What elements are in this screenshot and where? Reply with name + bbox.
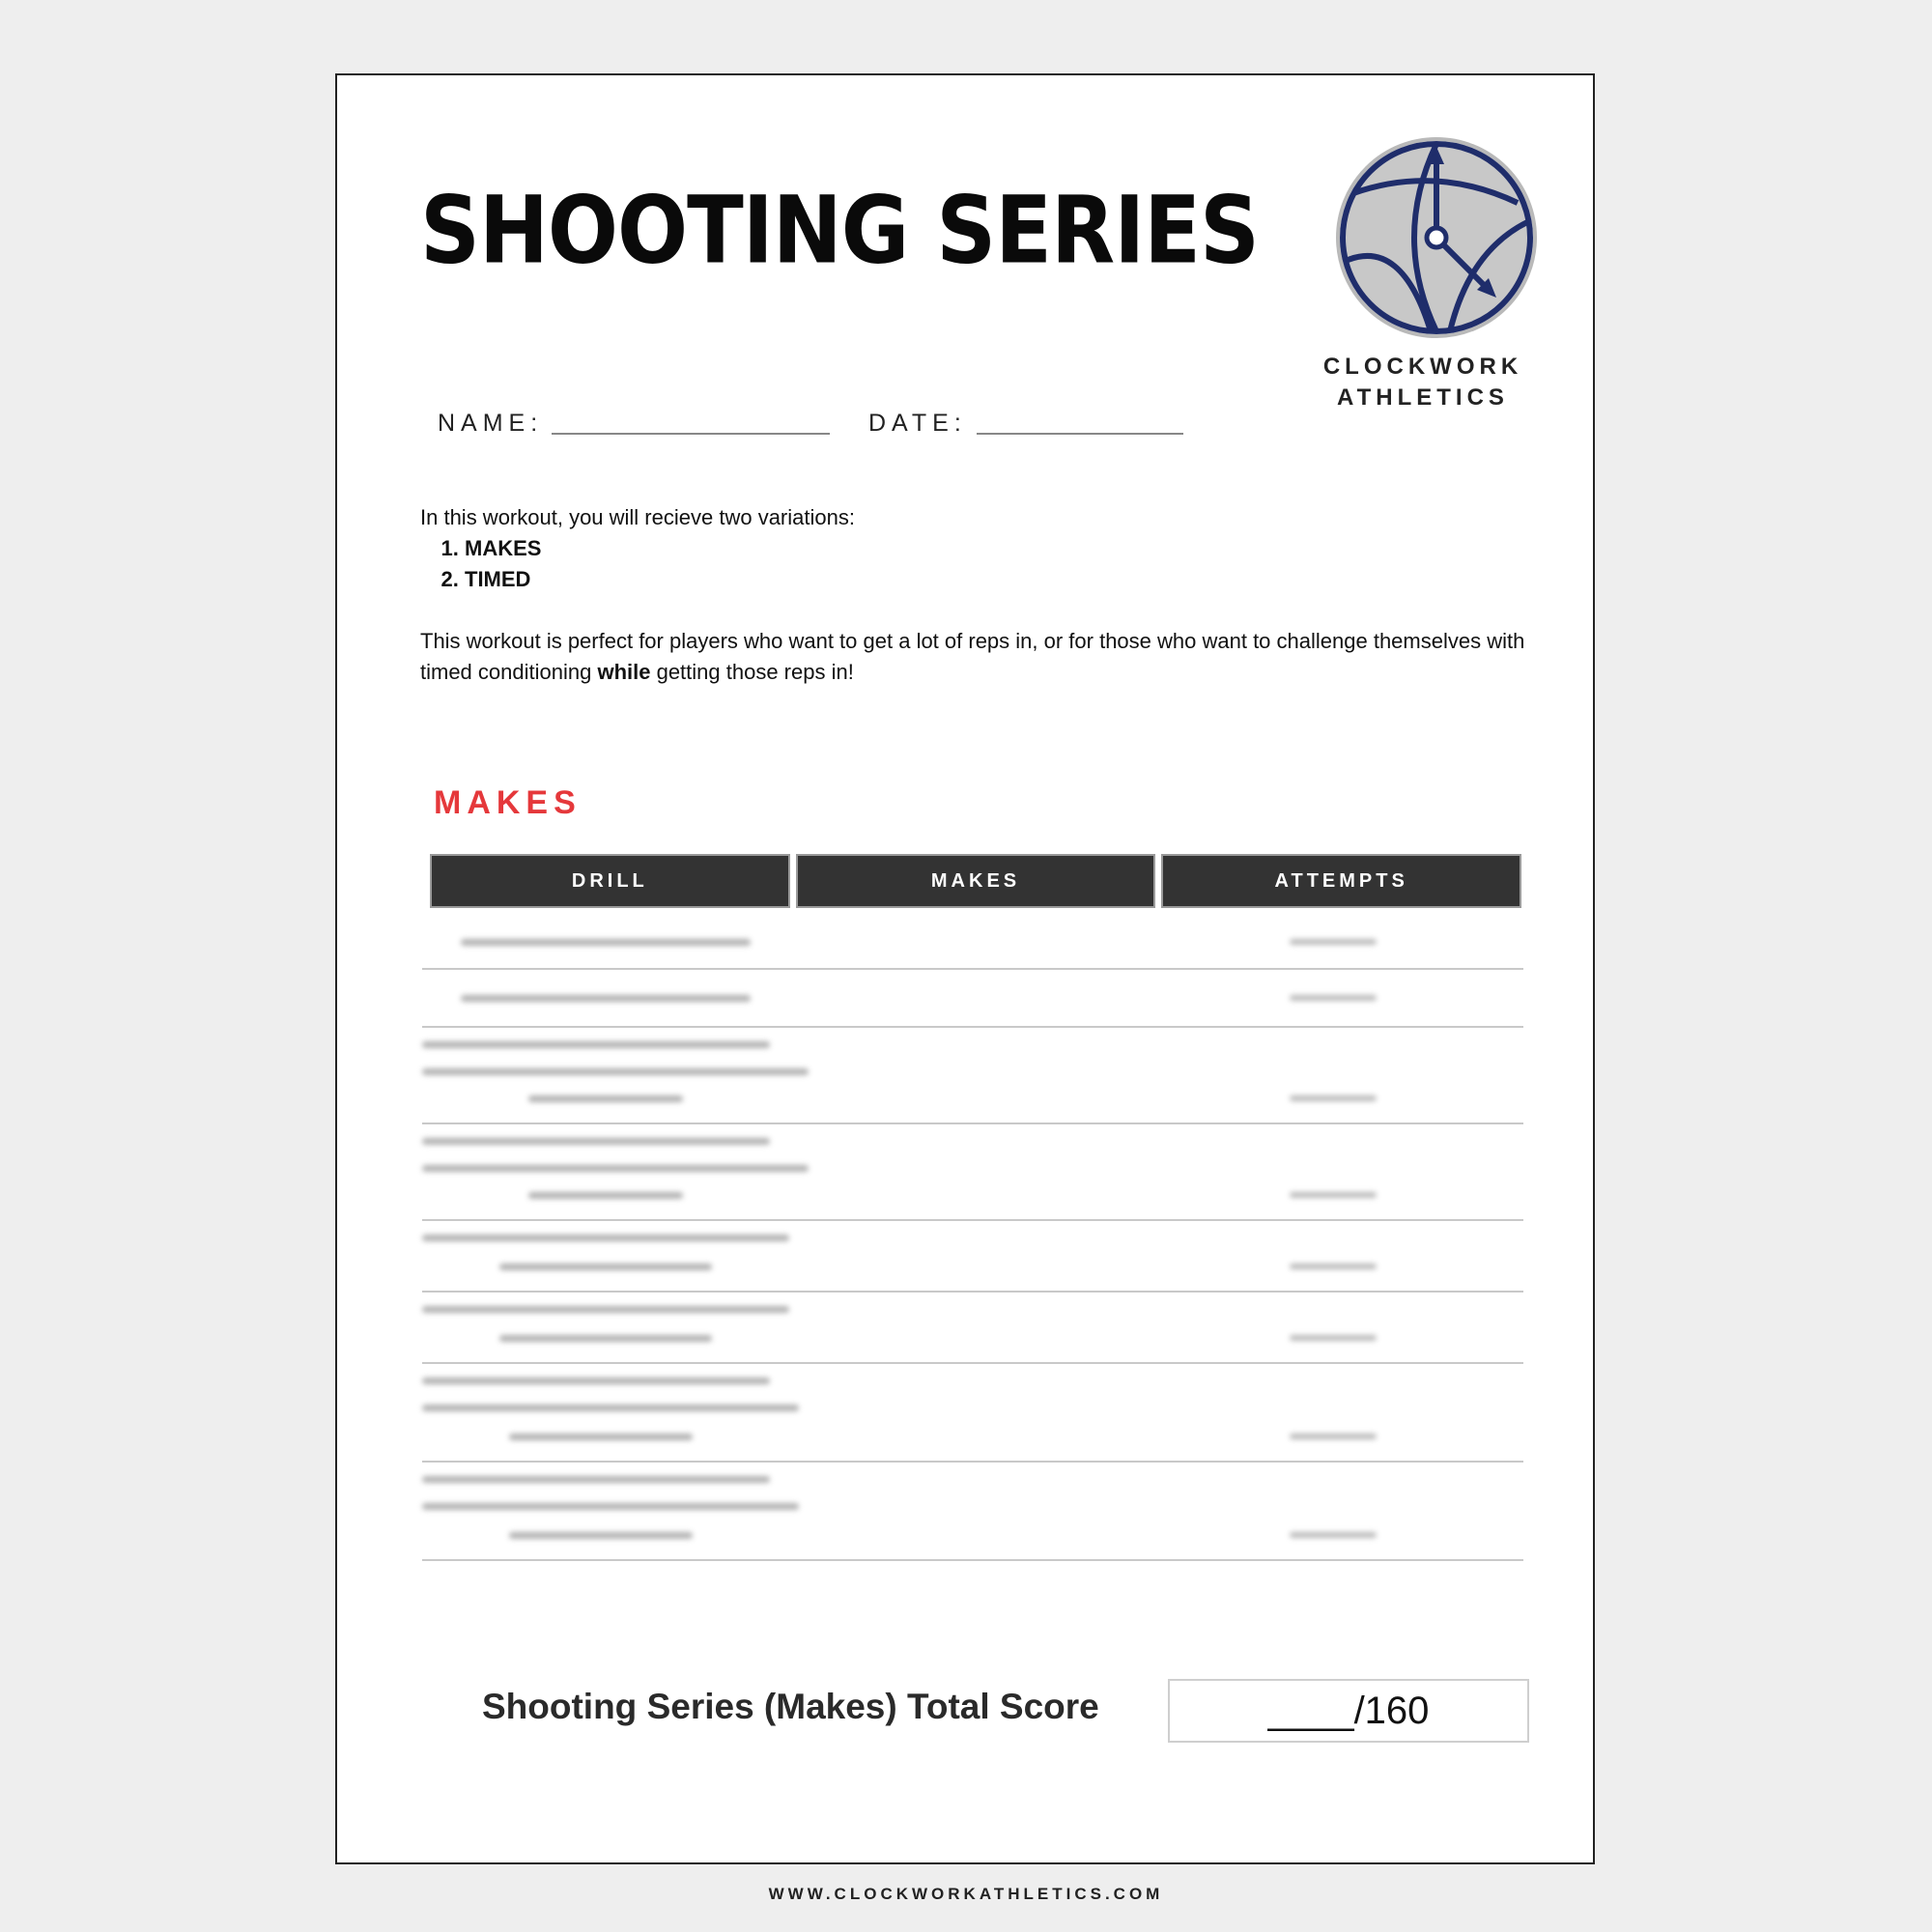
brand-name-line2: ATHLETICS (1337, 384, 1509, 411)
intro-paragraph (420, 626, 1541, 688)
table-header (430, 854, 1521, 908)
table-row (422, 1293, 1523, 1364)
date-field[interactable] (977, 433, 1183, 435)
total-score-label: Shooting Series (Makes) Total Score (482, 1687, 1099, 1726)
page-title: SHOOTING SERIES (420, 177, 1259, 285)
column-header-drill: DRILL (430, 854, 790, 908)
table-row (422, 1221, 1523, 1293)
intro-paragraph-end: getting those reps in! (650, 660, 854, 684)
brand-name-line1: CLOCKWORK (1322, 354, 1523, 380)
column-header-attempts: ATTEMPTS (1161, 854, 1521, 908)
intro-paragraph-bold: while (597, 660, 651, 684)
table-row (422, 1364, 1523, 1463)
drill-table-body (422, 914, 1523, 1561)
table-row (422, 1028, 1523, 1124)
name-field[interactable] (552, 433, 830, 435)
worksheet-page (335, 73, 1595, 1864)
brand-logo (1284, 135, 1562, 411)
basketball-clock-icon (1334, 135, 1539, 340)
date-label: DATE: (868, 410, 967, 437)
variation-item: 2. TIMED (465, 564, 1541, 595)
intro-line: In this workout, you will recieve two variations: (420, 505, 855, 529)
total-score-field[interactable]: ____/160 (1168, 1679, 1529, 1743)
table-row (422, 1124, 1523, 1221)
column-header-makes: MAKES (796, 854, 1156, 908)
table-row (422, 970, 1523, 1028)
intro-text (420, 502, 1541, 684)
section-title-makes: MAKES (434, 784, 582, 821)
table-row (422, 914, 1523, 970)
footer-url: WWW.CLOCKWORKATHLETICS.COM (768, 1885, 1164, 1903)
table-row (422, 1463, 1523, 1561)
name-label: NAME: (438, 410, 544, 437)
variation-list (420, 533, 1541, 595)
variation-item: 1. MAKES (465, 533, 1541, 564)
intro-paragraph-start: This workout is perfect for players who want to get a lot of reps in, or for those who want to challenge themselves with timed conditioning (420, 629, 1525, 684)
